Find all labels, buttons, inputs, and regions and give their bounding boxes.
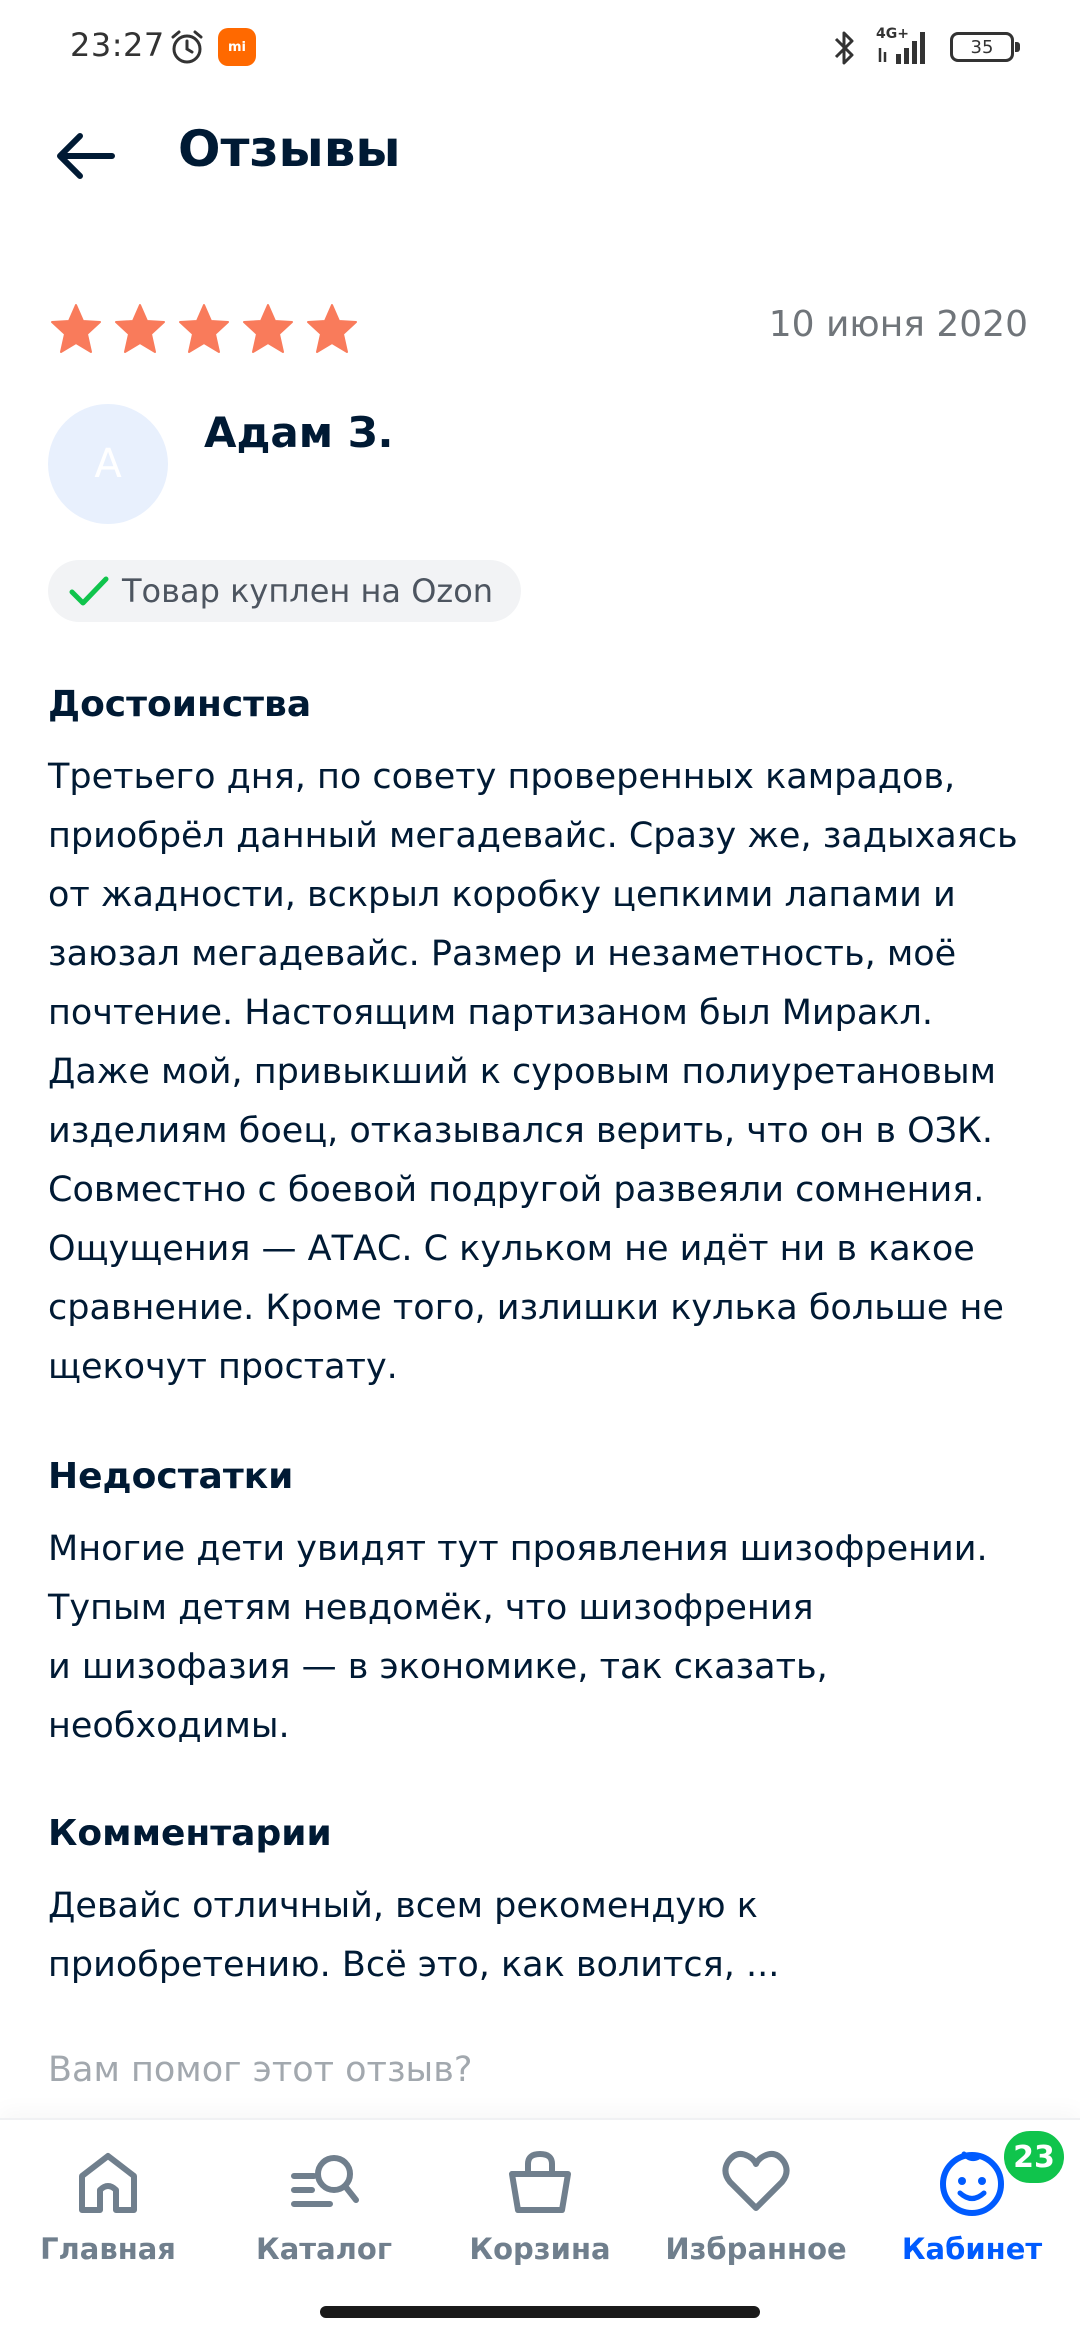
nav-cart[interactable]: [432, 2140, 648, 2290]
bluetooth-icon: [830, 28, 858, 68]
nav-catalog-label: Каталог: [256, 2232, 392, 2266]
star-icon: [176, 302, 232, 356]
checkmark-icon: [68, 573, 110, 609]
nav-favorites-label: Избранное: [665, 2232, 847, 2266]
star-icon: [304, 302, 360, 356]
home-icon: [72, 2146, 144, 2218]
pros-text: Третьего дня, по совету проверенных камрадов, приобрёл данный мегадевайс. Сразу же, задыхаясь от жадности, вскрыл коробку цепкими лапами и заюзал мегадевайс. Размер и незаметность, моё почтение. Настоящим партизаном был Миракл. Даже мой, привыкший к суровым полиуретановым изделиям боец, отказывался верить, что он в ОЗК. Совместно с боевой подругой развеяли сомнения. Ощущения — АТАС. С кульком не идёт ни в какое сравнение. Кроме того, излишки кулька больше не щекочут простату.: [48, 757, 1018, 1387]
mi-app-icon: mi: [218, 28, 256, 66]
page-title: Отзывы: [178, 120, 401, 178]
network-type: 4G+: [876, 26, 909, 42]
nav-home-label: Главная: [40, 2232, 176, 2266]
comments-text: Девайс отличный, всем рекомендую к приобретению. Всё это, как волится, ...: [48, 1886, 780, 1985]
author-name: Адам З.: [204, 408, 394, 457]
signal-icon: [876, 26, 936, 68]
cons-section: [48, 1448, 1038, 1756]
star-icon: [48, 302, 104, 356]
nav-favorites[interactable]: [648, 2140, 864, 2290]
header: [0, 96, 1080, 216]
catalog-search-icon: [288, 2146, 360, 2218]
smiley-face-icon: [936, 2146, 1008, 2218]
status-bar: [0, 0, 1080, 96]
notification-badge: 23: [1000, 2127, 1068, 2187]
star-icon: [112, 302, 168, 356]
cons-text: Многие дети увидят тут проявления шизофрении. Тупым детям невдомёк, что шизофрения и шизофазия — в экономике, так сказать, необходимы.: [48, 1529, 988, 1746]
heart-icon: [720, 2146, 792, 2218]
home-indicator[interactable]: [320, 2306, 760, 2318]
pros-title: Достоинства: [48, 684, 312, 725]
verified-text: Товар куплен на Ozon: [122, 572, 494, 610]
status-time: 23:27: [70, 26, 165, 64]
helpful-question: Вам помог этот отзыв?: [48, 2050, 473, 2090]
nav-catalog[interactable]: [216, 2140, 432, 2290]
nav-home[interactable]: [0, 2140, 216, 2290]
pros-section: [48, 676, 1038, 1397]
nav-cabinet-label: Кабинет: [901, 2232, 1043, 2266]
comments-title: Комментарии: [48, 1813, 332, 1854]
cons-title: Недостатки: [48, 1456, 294, 1497]
star-rating: [48, 302, 360, 356]
back-button[interactable]: [40, 116, 130, 196]
avatar: А: [48, 404, 168, 524]
alarm-clock-icon: [168, 28, 206, 66]
review-date: 10 июня 2020: [768, 304, 1028, 345]
nav-cart-label: Корзина: [469, 2232, 611, 2266]
verified-purchase-badge: [48, 560, 521, 622]
arrow-left-icon: [54, 130, 116, 182]
battery-indicator: 35: [950, 32, 1014, 62]
comments-section: [48, 1805, 1038, 1995]
cart-basket-icon: [504, 2146, 576, 2218]
star-icon: [240, 302, 296, 356]
